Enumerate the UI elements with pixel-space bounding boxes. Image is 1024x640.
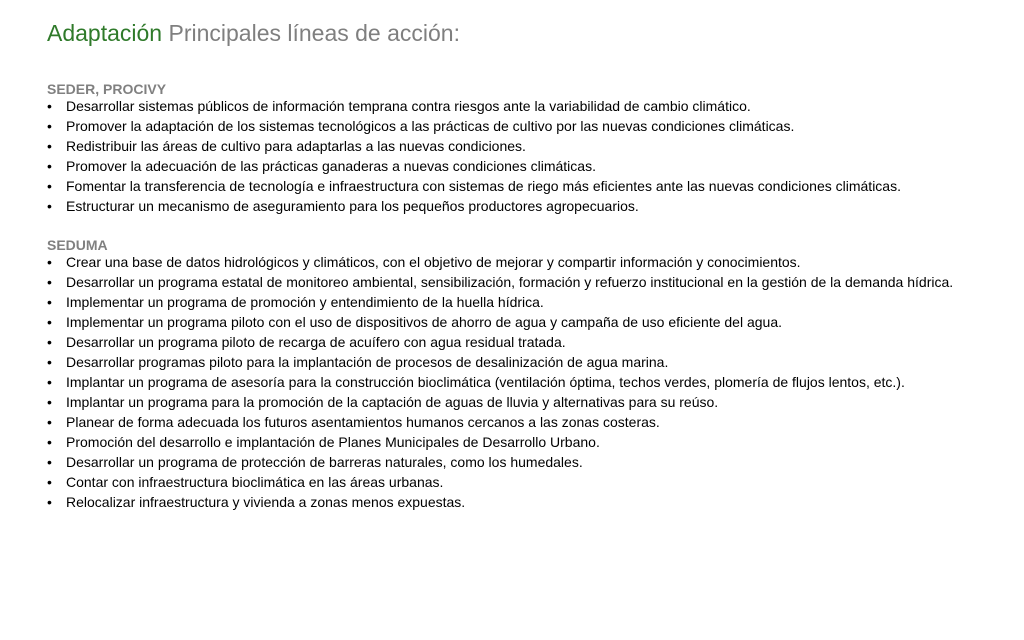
section-1 bbox=[47, 236, 987, 510]
list-item-text: Desarrollar programas piloto para la implantación de procesos de desalinización de agua marina. bbox=[66, 354, 669, 370]
list-item bbox=[47, 159, 987, 174]
list-item bbox=[47, 315, 987, 330]
bullet-icon: • bbox=[47, 198, 52, 214]
list-item bbox=[47, 199, 987, 214]
slide-content bbox=[47, 80, 987, 515]
list-item-text: Contar con infraestructura bioclimática en las áreas urbanas. bbox=[66, 474, 444, 490]
list-item-text: Estructurar un mecanismo de aseguramiento para los pequeños productores agropecuarios. bbox=[66, 198, 639, 214]
list-item-text: Desarrollar un programa de protección de barreras naturales, como los humedales. bbox=[66, 454, 583, 470]
bullet-icon: • bbox=[47, 374, 52, 390]
list-item-text: Relocalizar infraestructura y vivienda a zonas menos expuestas. bbox=[66, 494, 466, 510]
bullet-icon: • bbox=[47, 494, 52, 510]
bullet-icon: • bbox=[47, 454, 52, 470]
list-item bbox=[47, 475, 987, 490]
list-item bbox=[47, 275, 987, 290]
list-item bbox=[47, 139, 987, 154]
bullet-icon: • bbox=[47, 474, 52, 490]
list-item-text: Implantar un programa para la promoción de la captación de aguas de lluvia y alternativas para su reúso. bbox=[66, 394, 719, 410]
bullet-list bbox=[47, 255, 987, 510]
bullet-icon: • bbox=[47, 394, 52, 410]
list-item bbox=[47, 395, 987, 410]
section-0 bbox=[47, 80, 987, 214]
bullet-list bbox=[47, 99, 987, 214]
title-rest: Principales líneas de acción: bbox=[168, 20, 460, 46]
list-item bbox=[47, 435, 987, 450]
bullet-icon: • bbox=[47, 118, 52, 134]
list-item-text: Promover la adecuación de las prácticas ganaderas a nuevas condiciones climáticas. bbox=[66, 158, 596, 174]
list-item-text: Planear de forma adecuada los futuros asentamientos humanos cercanos a las zonas costeras. bbox=[66, 414, 660, 430]
bullet-icon: • bbox=[47, 158, 52, 174]
list-item bbox=[47, 455, 987, 470]
list-item bbox=[47, 415, 987, 430]
list-item-text: Desarrollar un programa estatal de monitoreo ambiental, sensibilización, formación y refuerzo institucional en la gestión de la demanda hídrica. bbox=[66, 274, 954, 290]
list-item-text: Crear una base de datos hidrológicos y climáticos, con el objetivo de mejorar y compartir información y conocimientos. bbox=[66, 254, 801, 270]
bullet-icon: • bbox=[47, 354, 52, 370]
bullet-icon: • bbox=[47, 178, 52, 194]
list-item-text: Desarrollar sistemas públicos de información temprana contra riesgos ante la variabilidad de cambio climático. bbox=[66, 98, 751, 114]
list-item bbox=[47, 255, 987, 270]
bullet-icon: • bbox=[47, 334, 52, 350]
list-item-text: Promoción del desarrollo e implantación de Planes Municipales de Desarrollo Urbano. bbox=[66, 434, 600, 450]
list-item bbox=[47, 375, 987, 390]
list-item-text: Redistribuir las áreas de cultivo para adaptarlas a las nuevas condiciones. bbox=[66, 138, 526, 154]
list-item bbox=[47, 295, 987, 310]
list-item bbox=[47, 495, 987, 510]
bullet-icon: • bbox=[47, 98, 52, 114]
list-item-text: Desarrollar un programa piloto de recarga de acuífero con agua residual tratada. bbox=[66, 334, 566, 350]
bullet-icon: • bbox=[47, 138, 52, 154]
bullet-icon: • bbox=[47, 414, 52, 430]
title-lead: Adaptación bbox=[47, 20, 163, 46]
list-item-text: Promover la adaptación de los sistemas tecnológicos a las prácticas de cultivo por las nuevas condiciones climáticas. bbox=[66, 118, 795, 134]
list-item-text: Fomentar la transferencia de tecnología e infraestructura con sistemas de riego más eficientes ante las nuevas condiciones climáticas. bbox=[66, 178, 901, 194]
list-item bbox=[47, 335, 987, 350]
list-item-text: Implementar un programa piloto con el uso de dispositivos de ahorro de agua y campaña de uso eficiente del agua. bbox=[66, 314, 783, 330]
bullet-icon: • bbox=[47, 274, 52, 290]
list-item bbox=[47, 355, 987, 370]
section-heading: SEDUMA bbox=[47, 237, 108, 253]
bullet-icon: • bbox=[47, 294, 52, 310]
list-item bbox=[47, 119, 987, 134]
bullet-icon: • bbox=[47, 254, 52, 270]
bullet-icon: • bbox=[47, 434, 52, 450]
bullet-icon: • bbox=[47, 314, 52, 330]
section-heading: SEDER, PROCIVY bbox=[47, 81, 167, 97]
list-item bbox=[47, 99, 987, 114]
slide-title bbox=[47, 18, 460, 48]
list-item-text: Implementar un programa de promoción y entendimiento de la huella hídrica. bbox=[66, 294, 544, 310]
list-item-text: Implantar un programa de asesoría para la construcción bioclimática (ventilación óptima, techos verdes, plomería de flujos lentos, etc.). bbox=[66, 374, 905, 390]
list-item bbox=[47, 179, 987, 194]
